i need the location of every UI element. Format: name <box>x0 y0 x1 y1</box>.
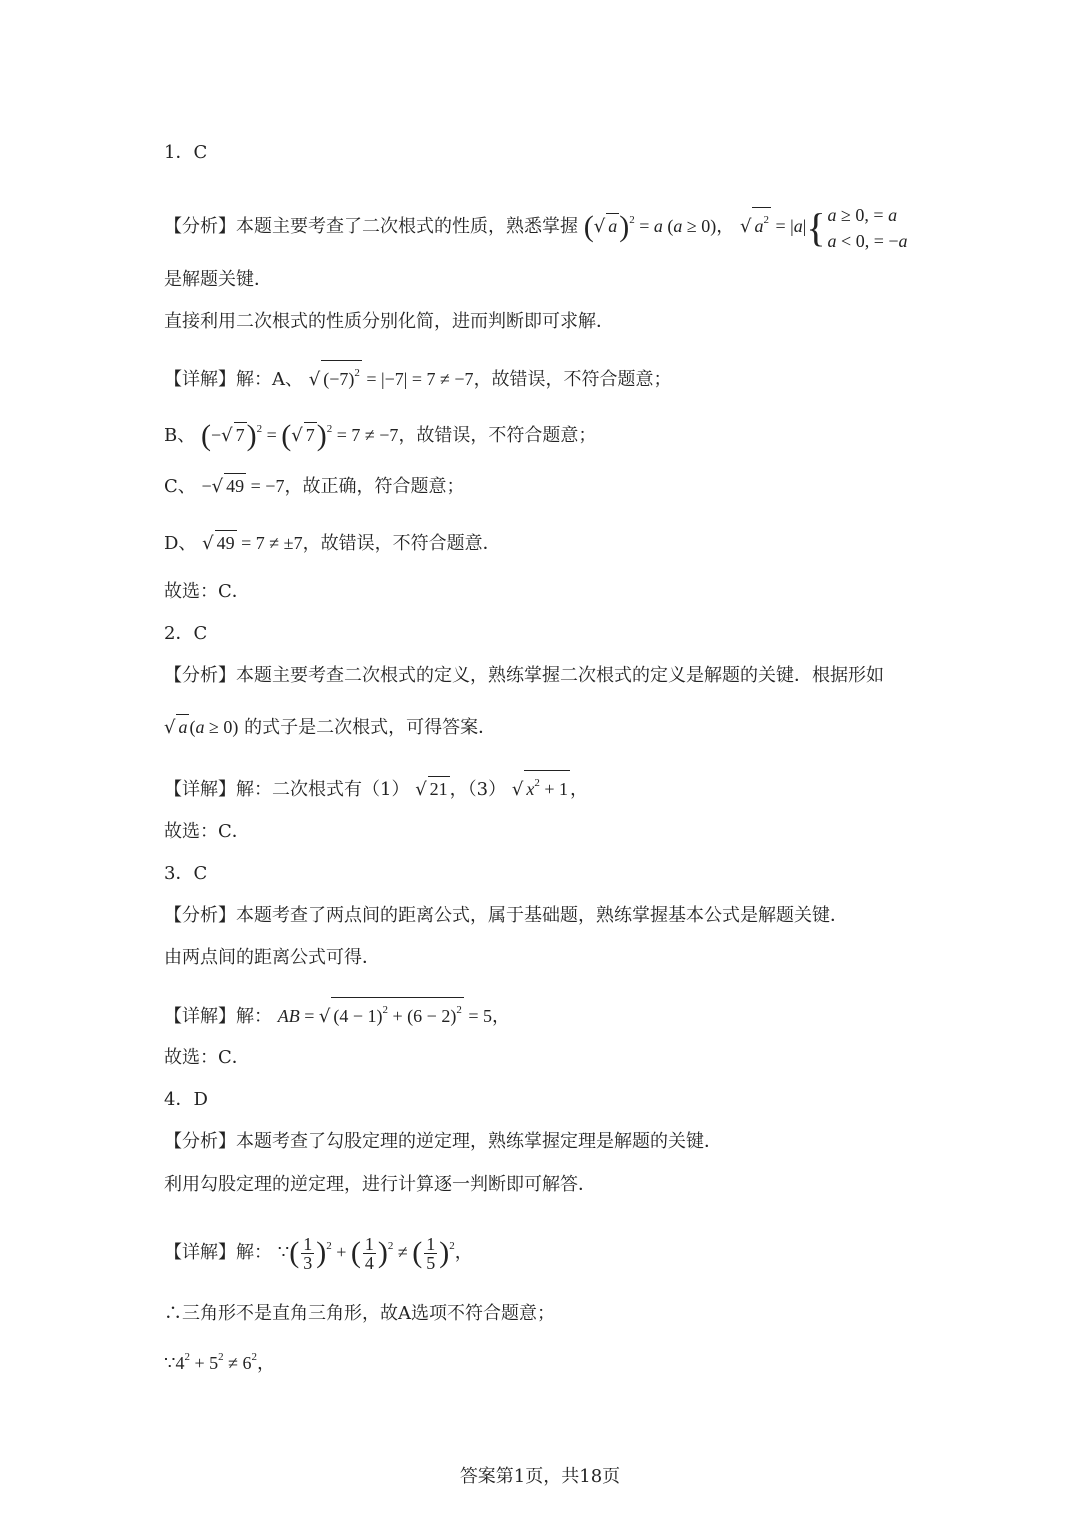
formula-sqrt-a-def: √ a (a ≥ 0) <box>164 717 238 737</box>
q4-detail <box>164 1234 473 1272</box>
q2-detail <box>164 770 588 802</box>
q4-analysis <box>164 1130 722 1154</box>
analysis-tag: 【分析】 <box>164 905 236 926</box>
because-prefix: ∵ <box>164 1353 176 1374</box>
formula-fractions: ∵( $\frac{1}{3}$ )$^2$ + ( $\frac{1}{4}$ )$^2$ ≠ ( $\frac{1}{5}$ )$^2$ <box>277 1234 455 1274</box>
formula-sqrt21: √ 21 <box>415 779 449 799</box>
q1-option-b <box>164 417 597 452</box>
q3-answer: 3．C <box>164 863 208 884</box>
q2-answer: 2．C <box>164 623 208 644</box>
detail-text-2: ，（3） <box>449 779 507 800</box>
formula-distance: AB = √ $(4 - 1)^2 + (6 - 2)^2 = 5$ <box>278 1006 492 1026</box>
q2-conclusion: 故选：C． <box>164 821 250 842</box>
q2-analysis <box>164 664 884 688</box>
q1-conclusion: 故选：C． <box>164 581 250 602</box>
formula-c: −√ 49 = −7 <box>202 476 285 496</box>
detail-prefix: 解： <box>236 1242 272 1263</box>
formula-sqrt-x2-plus-1: √ $x^2 + 1$ <box>512 779 570 799</box>
detail-prefix: 解： <box>236 1006 272 1027</box>
b-suffix: ，故错误，不符合题意； <box>398 425 597 446</box>
detail-text-1: 解：二次根式有（1） <box>236 779 410 800</box>
c-suffix: ，故正确，符合题意； <box>284 476 465 497</box>
q4-method: 利用勾股定理的逆定理，进行计算逐一判断即可解答． <box>164 1174 596 1195</box>
formula-squares: $4^2 + 5^2 \ne 6^2$ <box>175 1351 257 1373</box>
q3-analysis <box>164 904 848 928</box>
q1-method: 直接利用二次根式的性质分别化简，进而判断即可求解． <box>164 311 614 332</box>
c-prefix: C、 <box>164 476 196 497</box>
formula-a: √ $(-7)^2 = |-7| = 7 \ne -7$ <box>309 369 474 389</box>
b-prefix: B、 <box>164 425 196 446</box>
formula-b: (−√ 7)$^2$ = (√ 7)$^2$ = 7 ≠ −7 <box>200 419 399 452</box>
q1-analysis-end: 是解题关键． <box>164 269 272 290</box>
detail-tag: 【详解】 <box>164 1242 236 1263</box>
q4-answer: 4．D <box>164 1089 208 1110</box>
analysis-text: 本题主要考查二次根式的定义，熟练掌握二次根式的定义是解题的关键．根据形如 <box>236 665 884 686</box>
formula-d: √ 49 = 7 ≠ ±7 <box>202 533 302 553</box>
detail-tag: 【详解】 <box>164 779 236 800</box>
detail-suffix: ， <box>491 1006 510 1027</box>
q4-therefore-a: ∴三角形不是直角三角形，故A选项不符合题意； <box>164 1303 555 1324</box>
d-suffix: ，故错误，不符合题意． <box>302 533 501 554</box>
detail-a-suffix: ，故错误，不符合题意； <box>473 369 672 390</box>
page-footer: 答案第1页，共18页 <box>459 1466 621 1487</box>
q3-method: 由两点间的距离公式可得． <box>164 947 380 968</box>
detail-tag: 【详解】 <box>164 369 236 390</box>
q1-option-d <box>164 530 501 556</box>
q3-conclusion: 故选：C． <box>164 1047 250 1068</box>
detail-a-prefix: 解：A、 <box>236 369 303 390</box>
analysis-text: 本题考查了两点间的距离公式，属于基础题，熟练掌握基本公式是解题关键． <box>236 905 848 926</box>
q1-detail-a <box>164 360 672 392</box>
detail-tag: 【详解】 <box>164 1006 236 1027</box>
d-prefix: D、 <box>164 533 197 554</box>
analysis-text: 本题考查了勾股定理的逆定理，熟练掌握定理是解题的关键． <box>236 1131 722 1152</box>
analysis-tag: 【分析】 <box>164 1131 236 1152</box>
analysis-text: 本题主要考查了二次根式的性质，熟悉掌握 <box>236 216 578 238</box>
q1-analysis: 【分析】本题主要考查了二次根式的性质，熟悉掌握 (√ a)$^2$ = a (a ≥ 0)， √ $a^2 = |a|$ { a ≥ 0, = a a < 0, = −a <box>164 205 908 251</box>
analysis-tag: 【分析】 <box>164 665 236 686</box>
q1-option-c <box>164 473 464 499</box>
q4-because <box>164 1345 275 1376</box>
q3-detail <box>164 997 510 1029</box>
formula-abs-cases: √ $a^2 = |a|$ { a ≥ 0, = a a < 0, = −a <box>739 205 908 251</box>
formula-sqrt-a-squared: (√ a)$^2$ = a (a ≥ 0) <box>583 210 717 244</box>
q2-analysis-cont <box>164 714 496 740</box>
q1-answer: 1．C <box>164 142 208 163</box>
detail-suffix: ， <box>454 1242 473 1263</box>
detail-text-3: ， <box>570 779 588 800</box>
because-suffix: ， <box>257 1353 275 1374</box>
analysis-tag: 【分析】 <box>164 216 236 238</box>
analysis-cont: 的式子是二次根式，可得答案． <box>244 717 497 738</box>
